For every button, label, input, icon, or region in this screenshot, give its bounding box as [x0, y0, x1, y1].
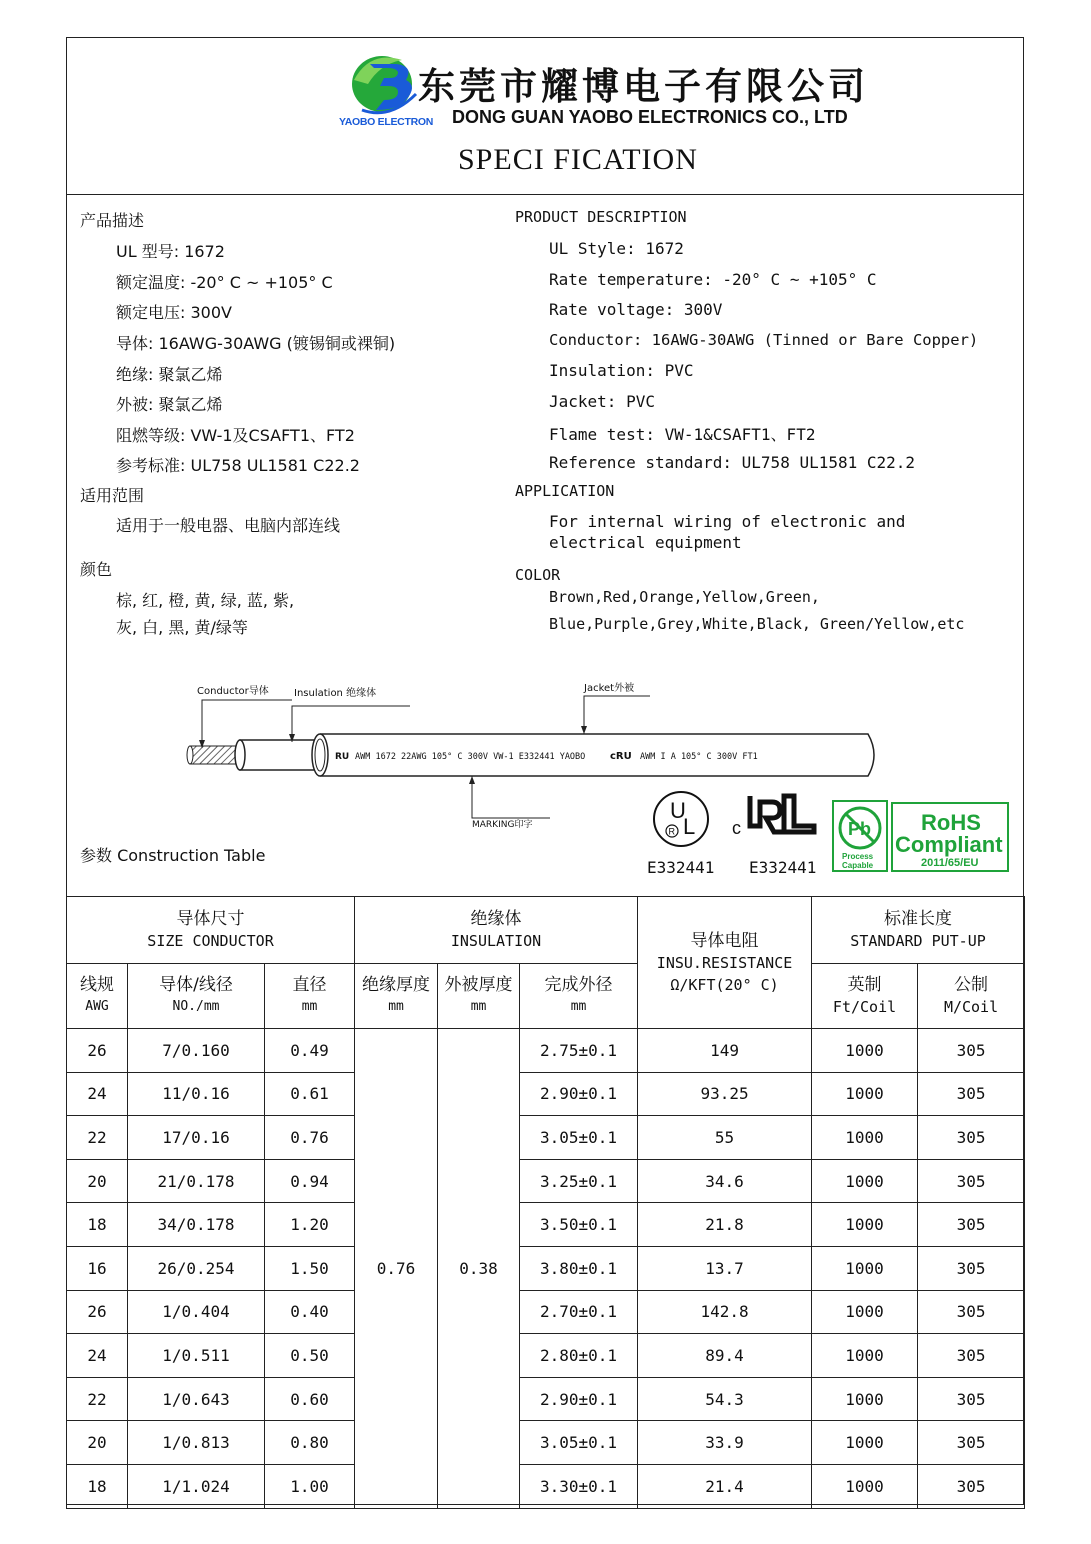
- insulation-shape: [240, 740, 322, 770]
- svg-text:RoHS: RoHS: [921, 810, 981, 835]
- lead-free-icon: [832, 800, 888, 872]
- cell-ft-coil: 1000: [812, 1159, 918, 1203]
- cell-resistance: 13.7: [638, 1246, 812, 1290]
- svg-text:L: L: [683, 814, 696, 839]
- cell-diameter: 0.61: [265, 1072, 355, 1116]
- group-header-size: 导体尺寸 SIZE CONDUCTOR: [67, 897, 355, 964]
- desc-en-heading: PRODUCT DESCRIPTION: [515, 208, 687, 226]
- cell-awg: 22: [67, 1377, 128, 1421]
- cell-resistance: 34.6: [638, 1159, 812, 1203]
- cell-outer-diameter: 3.05±0.1: [520, 1116, 638, 1160]
- desc-en-line: Insulation: PVC: [549, 361, 694, 380]
- desc-cn-line: 绝缘: 聚氯乙烯: [116, 365, 223, 384]
- desc-cn-line: 外被: 聚氯乙烯: [116, 395, 223, 414]
- label-jacket: Jacket外被: [584, 683, 635, 694]
- cell-resistance: 21.4: [638, 1464, 812, 1508]
- cell-m-coil: 305: [918, 1203, 1025, 1247]
- cell-ft-coil: 1000: [812, 1464, 918, 1508]
- cell-awg: 24: [67, 1334, 128, 1378]
- cell-strand: 1/0.511: [128, 1334, 265, 1378]
- company-name-cn: 东莞市耀博电子有限公司: [418, 65, 869, 108]
- cell-strand: 1/0.404: [128, 1290, 265, 1334]
- cell-diameter: 0.80: [265, 1421, 355, 1465]
- cell-strand: 26/0.254: [128, 1246, 265, 1290]
- cell-strand: 1/1.024: [128, 1464, 265, 1508]
- cell-outer-diameter: 3.50±0.1: [520, 1203, 638, 1247]
- cell-awg: 16: [67, 1246, 128, 1290]
- cell-diameter: 0.40: [265, 1290, 355, 1334]
- construction-table-label: 参数 Construction Table: [80, 846, 266, 865]
- cell-diameter: 0.94: [265, 1159, 355, 1203]
- cell-m-coil: 305: [918, 1334, 1025, 1378]
- color-cn-line: 灰, 白, 黑, 黄/绿等: [116, 618, 248, 637]
- cell-outer-diameter: 2.75±0.1: [520, 1029, 638, 1073]
- label-conductor: Conductor导体: [197, 686, 269, 697]
- logo-caption: YAOBO ELECTRON: [339, 116, 434, 128]
- cell-m-coil: 305: [918, 1421, 1025, 1465]
- application-cn-heading: 适用范围: [80, 486, 145, 505]
- color-en-line: Brown,Red,Orange,Yellow,Green,: [549, 588, 820, 606]
- desc-en-line: Flame test: VW-1&CSAFT1、FT2: [549, 425, 816, 444]
- desc-en-line: Conductor: 16AWG-30AWG (Tinned or Bare Copper): [549, 331, 979, 349]
- label-marking: MARKING印字: [472, 820, 533, 830]
- company-name-en: DONG GUAN YAOBO ELECTRONICS CO., LTD: [452, 107, 848, 127]
- cell-m-coil: 305: [918, 1464, 1025, 1508]
- cell-outer-diameter: 3.30±0.1: [520, 1464, 638, 1508]
- desc-cn-line: 阻燃等级: VW-1及CSAFT1、FT2: [116, 426, 355, 445]
- cell-awg: 26: [67, 1290, 128, 1334]
- svg-text:2011/65/EU: 2011/65/EU: [921, 857, 979, 869]
- cell-m-coil: 305: [918, 1159, 1025, 1203]
- cell-m-coil: 305: [918, 1290, 1025, 1334]
- cell-resistance: 142.8: [638, 1290, 812, 1334]
- cell-ft-coil: 1000: [812, 1203, 918, 1247]
- cell-outer-diameter: 3.05±0.1: [520, 1421, 638, 1465]
- cell-diameter: 0.76: [265, 1116, 355, 1160]
- desc-cn-heading: 产品描述: [80, 211, 145, 230]
- desc-en-line: Rate temperature: -20° C ~ +105° C: [549, 270, 877, 289]
- cell-diameter: 0.60: [265, 1377, 355, 1421]
- cell-outer-diameter: 2.90±0.1: [520, 1072, 638, 1116]
- header-divider: [66, 194, 1024, 195]
- color-en-line: Blue,Purple,Grey,White,Black, Green/Yellow,etc: [549, 615, 965, 633]
- table-row: [67, 1246, 1025, 1290]
- ul-file-number: E332441: [647, 858, 715, 877]
- conductor-shape: [190, 746, 242, 764]
- header-diameter: 直径 mm: [265, 964, 355, 1029]
- label-insulation: Insulation 绝缘体: [294, 688, 377, 699]
- cell-ft-coil: 1000: [812, 1421, 918, 1465]
- desc-cn-line: 额定电压: 300V: [116, 303, 232, 322]
- jacket-print-1: AWM 1672 22AWG 105° C 300V VW-1 E332441 YAOBO: [355, 752, 586, 762]
- cul-file-number: E332441: [749, 858, 817, 877]
- cell-outer-diameter: 3.80±0.1: [520, 1246, 638, 1290]
- cell-strand: 17/0.16: [128, 1116, 265, 1160]
- table-row: [67, 1159, 1025, 1203]
- cell-strand: 1/0.813: [128, 1421, 265, 1465]
- cell-diameter: 1.00: [265, 1464, 355, 1508]
- desc-cn-line: 参考标准: UL758 UL1581 C22.2: [116, 456, 360, 475]
- document-title: SPECI FICATION: [458, 143, 698, 176]
- svg-text:RU: RU: [335, 752, 350, 762]
- color-en-heading: COLOR: [515, 566, 561, 584]
- group-header-putup: 标准长度 STANDARD PUT-UP: [812, 897, 1025, 964]
- svg-text:R: R: [668, 826, 675, 837]
- cell-m-coil: 305: [918, 1116, 1025, 1160]
- cell-diameter: 1.50: [265, 1246, 355, 1290]
- application-cn-text: 适用于一般电器、电脑内部连线: [116, 516, 341, 535]
- color-cn-heading: 颜色: [80, 560, 113, 579]
- cell-strand: 11/0.16: [128, 1072, 265, 1116]
- cell-awg: 24: [67, 1072, 128, 1116]
- application-en-line: electrical equipment: [549, 533, 742, 552]
- desc-cn-line: 额定温度: -20° C ~ +105° C: [116, 273, 333, 292]
- application-en-heading: APPLICATION: [515, 482, 615, 500]
- cell-ft-coil: 1000: [812, 1377, 918, 1421]
- cell-ft-coil: 1000: [812, 1029, 918, 1073]
- cell-ft-coil: 1000: [812, 1072, 918, 1116]
- svg-text:Capable: Capable: [842, 861, 874, 870]
- header-strand: 导体/线径 NO./mm: [128, 964, 265, 1029]
- cell-resistance: 93.25: [638, 1072, 812, 1116]
- cell-resistance: 33.9: [638, 1421, 812, 1465]
- header-jacket-thickness: 外被厚度 mm: [438, 964, 520, 1029]
- cell-ft-coil: 1000: [812, 1246, 918, 1290]
- cell-outer-diameter: 2.80±0.1: [520, 1334, 638, 1378]
- cell-outer-diameter: 2.90±0.1: [520, 1377, 638, 1421]
- cell-diameter: 0.50: [265, 1334, 355, 1378]
- svg-text:c: c: [732, 818, 741, 838]
- cell-m-coil: 305: [918, 1246, 1025, 1290]
- table-row: [67, 1072, 1025, 1116]
- ul-listed-icon: [650, 790, 712, 848]
- cell-ft-coil: 1000: [812, 1116, 918, 1160]
- table-row: [67, 1116, 1025, 1160]
- table-row: [67, 1203, 1025, 1247]
- desc-cn-line: UL 型号: 1672: [116, 242, 225, 261]
- header-resistance: 导体电阻 INSU.RESISTANCE Ω/KFT(20° C): [638, 897, 812, 1029]
- group-header-insulation: 绝缘体 INSULATION: [355, 897, 638, 964]
- application-en-line: For internal wiring of electronic and: [549, 512, 906, 531]
- cell-ft-coil: 1000: [812, 1290, 918, 1334]
- cell-strand: 1/0.643: [128, 1377, 265, 1421]
- cell-resistance: 21.8: [638, 1203, 812, 1247]
- header-awg: 线规 AWG: [67, 964, 128, 1029]
- header-outer-diameter: 完成外径 mm: [520, 964, 638, 1029]
- svg-text:U: U: [670, 798, 686, 823]
- cell-resistance: 89.4: [638, 1334, 812, 1378]
- cell-awg: 22: [67, 1116, 128, 1160]
- desc-en-line: Rate voltage: 300V: [549, 300, 723, 319]
- cell-awg: 18: [67, 1203, 128, 1247]
- cell-resistance: 149: [638, 1029, 812, 1073]
- desc-en-line: Reference standard: UL758 UL1581 C22.2: [549, 453, 916, 472]
- table-row: [67, 1334, 1025, 1378]
- desc-en-line: UL Style: 1672: [549, 239, 684, 258]
- desc-cn-line: 导体: 16AWG-30AWG (镀锡铜或裸铜): [116, 334, 396, 353]
- table-row: [67, 1029, 1025, 1073]
- table-row: [67, 1421, 1025, 1465]
- cell-strand: 34/0.178: [128, 1203, 265, 1247]
- jacket-print-2: AWM I A 105° C 300V FT1: [640, 752, 758, 762]
- table-row: [67, 1464, 1025, 1508]
- header-insulation-thickness: 绝缘厚度 mm: [355, 964, 438, 1029]
- cell-awg: 26: [67, 1029, 128, 1073]
- cell-m-coil: 305: [918, 1377, 1025, 1421]
- cell-outer-diameter: 2.70±0.1: [520, 1290, 638, 1334]
- table-row: [67, 1290, 1025, 1334]
- cell-ft-coil: 1000: [812, 1334, 918, 1378]
- cell-resistance: 54.3: [638, 1377, 812, 1421]
- table-row: [67, 1377, 1025, 1421]
- cell-strand: 21/0.178: [128, 1159, 265, 1203]
- color-cn-line: 棕, 红, 橙, 黄, 绿, 蓝, 紫,: [116, 591, 295, 610]
- cell-strand: 7/0.160: [128, 1029, 265, 1073]
- svg-text:Process: Process: [842, 852, 874, 861]
- cell-awg: 20: [67, 1159, 128, 1203]
- desc-en-line: Jacket: PVC: [549, 392, 655, 411]
- cell-diameter: 1.20: [265, 1203, 355, 1247]
- cell-diameter: 0.49: [265, 1029, 355, 1073]
- svg-text:Compliant: Compliant: [895, 832, 1003, 857]
- cul-recognized-icon: [730, 792, 822, 840]
- header-ft-coil: 英制 Ft/Coil: [812, 964, 918, 1029]
- cell-m-coil: 305: [918, 1072, 1025, 1116]
- construction-table: [66, 896, 1025, 1509]
- rohs-compliant-icon: [891, 802, 1009, 872]
- cell-m-coil: 305: [918, 1029, 1025, 1073]
- svg-text:cRU: cRU: [610, 751, 632, 762]
- header-m-coil: 公制 M/Coil: [918, 964, 1025, 1029]
- cell-awg: 20: [67, 1421, 128, 1465]
- svg-text:Pb: Pb: [848, 819, 872, 839]
- cell-resistance: 55: [638, 1116, 812, 1160]
- cell-awg: 18: [67, 1464, 128, 1508]
- cell-jacket-thickness: 0.38: [438, 1029, 520, 1509]
- cell-insulation-thickness: 0.76: [355, 1029, 438, 1509]
- cell-outer-diameter: 3.25±0.1: [520, 1159, 638, 1203]
